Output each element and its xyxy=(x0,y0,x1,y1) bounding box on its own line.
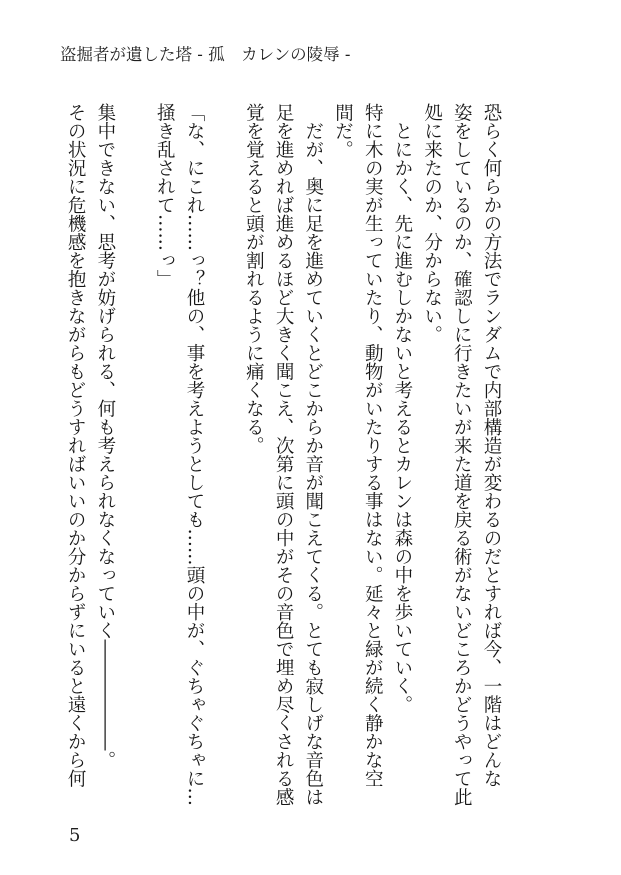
page-number: 5 xyxy=(69,825,81,846)
text-column: 覚を覚えると頭が割れるように痛くなる。 xyxy=(243,103,265,455)
text-column: その状況に危機感を抱きながらもどうすればいいのか分からずにいると遠くから何 xyxy=(65,103,87,788)
text-column: だが、奥に足を進めていくとどこからか音が聞こえてくる。とても寂しげな音色は xyxy=(302,103,324,806)
running-header: 盗掘者が遺した塔 - 孤 カレンの陵辱 - xyxy=(60,45,351,64)
body-text xyxy=(60,103,506,807)
text-column: 特に木の実が生っていたり、動物がいたりする事はない。延々と緑が続く静かな空 xyxy=(362,103,384,788)
dialogue-column: 掻き乱されて……っ」 xyxy=(154,103,176,288)
text-column: 集中できない、思考が妨げられる、何も考えられなくなっていく――――――。 xyxy=(94,103,116,769)
text-column: とにかく、先に進むしかないと考えるとカレンは森の中を歩いていく。 xyxy=(391,103,413,714)
text-column: 恐らく何らかの方法でランダムで内部構造が変わるのだとすれば今、一階はどんな xyxy=(481,103,502,788)
text-column: 姿をしているのか、確認しに行きたいが来た道を戻る術がないどころかどうやって此 xyxy=(451,103,473,806)
text-column: 処に来たのか、分からない。 xyxy=(421,103,443,344)
text-column: 足を進めれば進めるほど大きく聞こえ、次第に頭の中がその音色で埋め尽くされる感 xyxy=(273,103,295,806)
text-column: 間だ。 xyxy=(332,103,354,159)
dialogue-column: 「な、にこれ……っ？他の、事を考えようとしても……頭の中が、ぐちゃぐちゃに… xyxy=(183,103,205,806)
